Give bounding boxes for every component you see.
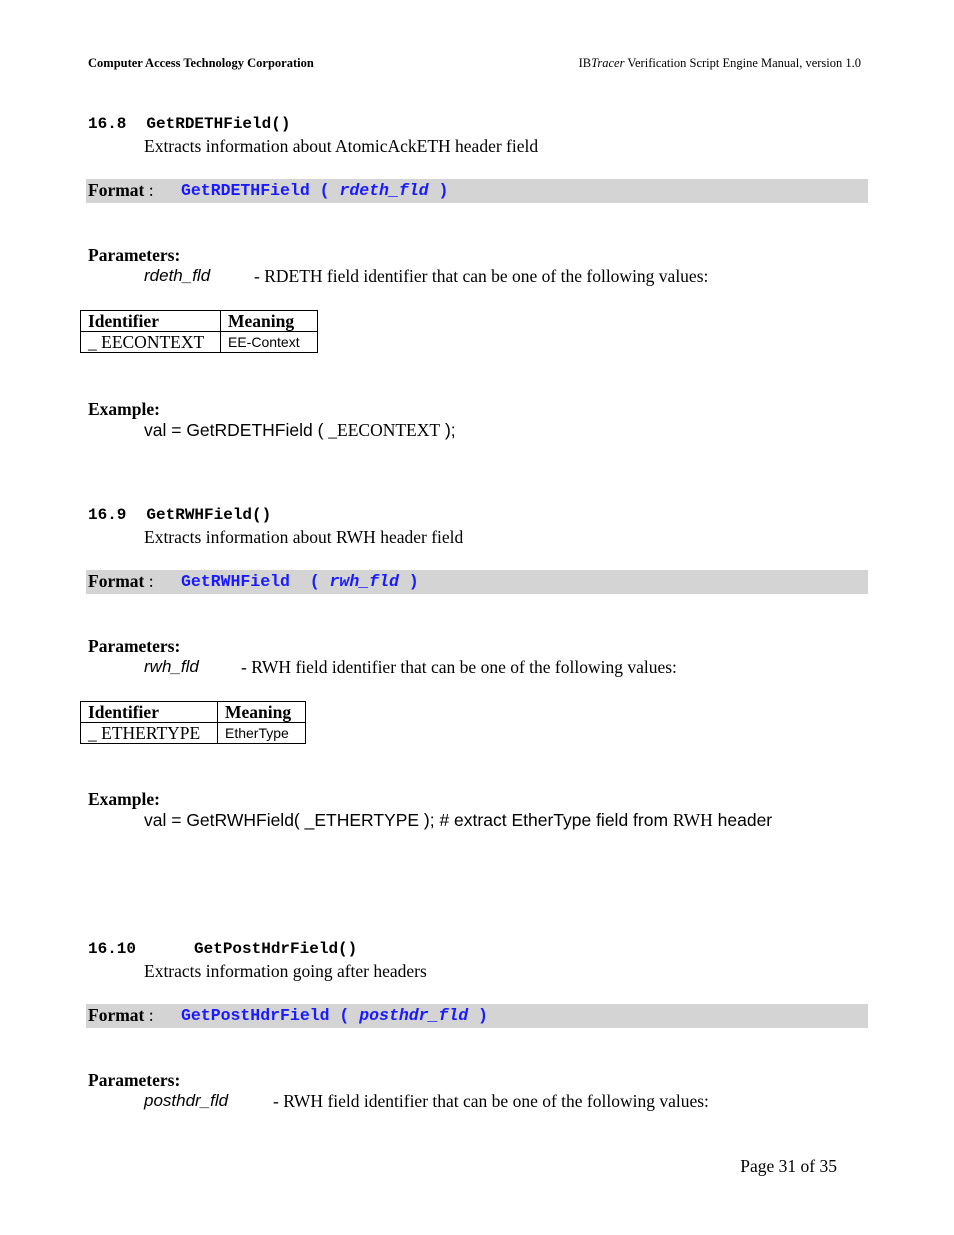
parameter-name: rdeth_fld	[144, 266, 211, 285]
format-label: Format :	[88, 180, 154, 200]
identifier-table	[80, 310, 318, 353]
table-header-identifier: Identifier	[81, 311, 221, 332]
table-header-meaning: Meaning	[218, 702, 306, 723]
table-cell-meaning: EE-Context	[221, 332, 318, 353]
section-number: 16.10	[88, 940, 137, 958]
parameter-description: - RWH field identifier that can be one of the following values:	[241, 657, 677, 677]
running-header-company: Computer Access Technology Corporation	[88, 56, 314, 70]
parameters-label: Parameters:	[88, 245, 181, 265]
parameter-description: - RWH field identifier that can be one of the following values:	[273, 1091, 709, 1111]
format-signature: GetPostHdrField ( posthdr_fld )	[181, 1006, 488, 1025]
format-bar	[86, 570, 868, 594]
format-label: Format :	[88, 1005, 154, 1025]
table-header-row	[81, 311, 318, 332]
manual-title-suffix: Verification Script Engine Manual, version 1.0	[624, 56, 861, 70]
format-bar	[86, 179, 868, 203]
section-heading-16-8	[88, 115, 290, 133]
parameter-name: rwh_fld	[144, 657, 199, 676]
page-number: Page 31 of 35	[740, 1156, 837, 1176]
section-heading-16-9	[88, 506, 271, 524]
section-function-name: GetPostHdrField()	[194, 940, 358, 958]
table-row	[81, 332, 318, 353]
parameter-name: posthdr_fld	[144, 1091, 229, 1110]
format-label: Format :	[88, 571, 154, 591]
example-code: val = GetRDETHField ( _EECONTEXT );	[144, 420, 456, 440]
section-description: Extracts information about RWH header field	[144, 527, 464, 547]
parameters-label: Parameters:	[88, 636, 181, 656]
section-function-name: GetRDETHField()	[146, 115, 291, 133]
parameters-label: Parameters:	[88, 1070, 181, 1090]
table-cell-identifier: _ EECONTEXT	[81, 332, 221, 353]
section-description: Extracts information about AtomicAckETH header field	[144, 136, 539, 156]
section-heading-16-10	[88, 940, 357, 958]
example-label: Example:	[88, 399, 160, 419]
example-code: val = GetRWHField( _ETHERTYPE ); # extract EtherType field from RWH header	[144, 810, 773, 830]
section-number: 16.8	[88, 115, 127, 133]
section-number: 16.9	[88, 506, 127, 524]
manual-title-italic: Tracer	[591, 56, 625, 70]
parameter-description: - RDETH field identifier that can be one of the following values:	[254, 266, 709, 286]
table-header-row	[81, 702, 306, 723]
format-bar	[86, 1004, 868, 1028]
section-function-name: GetRWHField()	[146, 506, 272, 524]
table-cell-meaning: EtherType	[218, 723, 306, 744]
table-header-identifier: Identifier	[81, 702, 218, 723]
format-signature: GetRDETHField ( rdeth_fld )	[181, 181, 449, 200]
running-header-manual-title	[579, 56, 861, 71]
table-header-meaning: Meaning	[221, 311, 318, 332]
manual-title-prefix: IB	[578, 56, 592, 70]
identifier-table	[80, 701, 306, 744]
table-cell-identifier: _ ETHERTYPE	[81, 723, 218, 744]
format-signature: GetRWHField ( rwh_fld )	[181, 572, 419, 591]
table-row	[81, 723, 306, 744]
section-description: Extracts information going after headers	[144, 961, 427, 981]
example-label: Example:	[88, 789, 160, 809]
